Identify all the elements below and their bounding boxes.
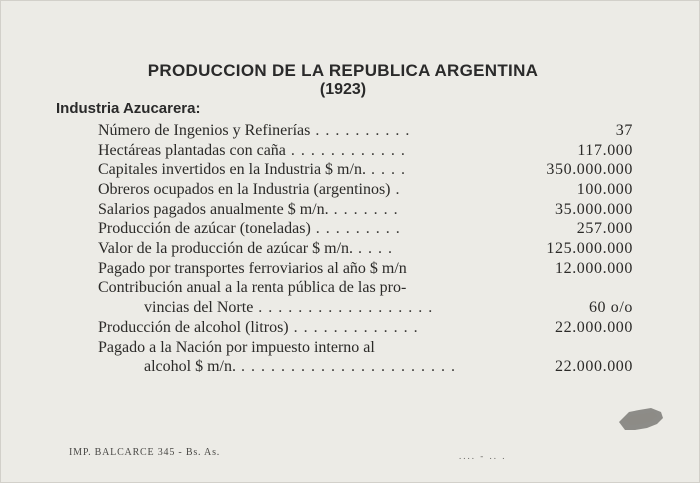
row-label — [144, 358, 499, 376]
row-value: 117.000 — [577, 142, 633, 159]
faint-marks: .... - .. . — [459, 451, 507, 461]
row-label — [98, 319, 498, 337]
table-row — [1, 201, 700, 221]
row-label-text: Producción de azúcar (toneladas) — [98, 220, 311, 237]
row-value: 37 — [615, 122, 633, 139]
row-label — [98, 142, 498, 160]
leader-dots: . . . . . . . . . . . . . . . . . . . . . . — [235, 358, 456, 375]
row-value: 125.000.000 — [546, 240, 633, 257]
leader-dots: . . . . — [353, 240, 394, 257]
row-value: 12.000.000 — [555, 260, 633, 277]
row-value: 100.000 — [576, 181, 633, 198]
row-label-text: Pagado por transportes ferroviarios al año $ m/n — [98, 260, 407, 277]
row-value: 22.000.000 — [555, 358, 633, 375]
row-label-text: vincias del Norte — [144, 299, 254, 316]
row-label — [98, 339, 498, 357]
row-value: 60 o/o — [588, 299, 633, 316]
row-value: 35.000.000 — [555, 201, 633, 218]
row-label-text: Capitales invertidos en la Industria $ m/n. — [98, 161, 366, 178]
table-row — [1, 142, 700, 162]
row-label — [98, 260, 498, 278]
leader-dots: . . . . — [365, 161, 406, 178]
row-label-text: Pagado a la Nación por impuesto interno al — [98, 339, 375, 356]
table-row — [1, 260, 700, 280]
table-row — [1, 220, 700, 240]
row-value: 350.000.000 — [546, 161, 633, 178]
row-label — [98, 161, 498, 179]
leader-dots: . . . . . . . . . . . . . — [288, 319, 419, 336]
leader-dots: . . . . . . . . . . — [310, 122, 411, 139]
table-row — [1, 240, 700, 260]
leader-dots: . . . . . . . . . . . . — [285, 142, 406, 159]
table-row — [1, 181, 700, 201]
row-label-text: Hectáreas plantadas con caña — [98, 142, 286, 159]
document-year: (1923) — [319, 81, 367, 98]
section-heading: Industria Azucarera: — [56, 100, 201, 117]
row-label-text: Valor de la producción de azúcar $ m/n. — [98, 240, 354, 257]
table-row — [1, 339, 700, 359]
row-label — [98, 201, 498, 219]
ink-stamp-mark — [617, 406, 665, 432]
table-row — [1, 299, 700, 319]
table-row — [1, 279, 700, 299]
leader-dots: . . . . . . . . . — [310, 220, 401, 237]
document-title: PRODUCCION DE LA REPUBLICA ARGENTINA — [147, 61, 539, 80]
leader-dots: . — [390, 181, 401, 198]
table-row — [1, 358, 700, 378]
row-label — [98, 181, 498, 199]
row-label — [98, 122, 498, 140]
table-row — [1, 161, 700, 181]
row-label — [98, 279, 498, 297]
leader-dots: . . . . . . . — [328, 201, 399, 218]
row-label-text: Obreros ocupados en la Industria (argentinos) — [98, 181, 391, 198]
row-label-text: Contribución anual a la renta pública de las pro- — [98, 279, 407, 296]
row-label-text: Producción de alcohol (litros) — [98, 319, 289, 336]
row-label-text: Número de Ingenios y Refinerías — [98, 122, 311, 139]
row-label — [98, 240, 498, 258]
printer-imprint: IMP. BALCARCE 345 - Bs. As. — [69, 447, 221, 458]
row-label — [144, 299, 499, 317]
row-label-text: Salarios pagados anualmente $ m/n. — [98, 201, 329, 218]
row-label-text: alcohol $ m/n. — [144, 358, 236, 375]
row-label — [98, 220, 498, 238]
row-value: 257.000 — [576, 220, 633, 237]
table-row — [1, 319, 700, 339]
row-value: 22.000.000 — [555, 319, 633, 336]
table-row — [1, 122, 700, 142]
leader-dots: . . . . . . . . . . . . . . . . . . — [253, 299, 434, 316]
